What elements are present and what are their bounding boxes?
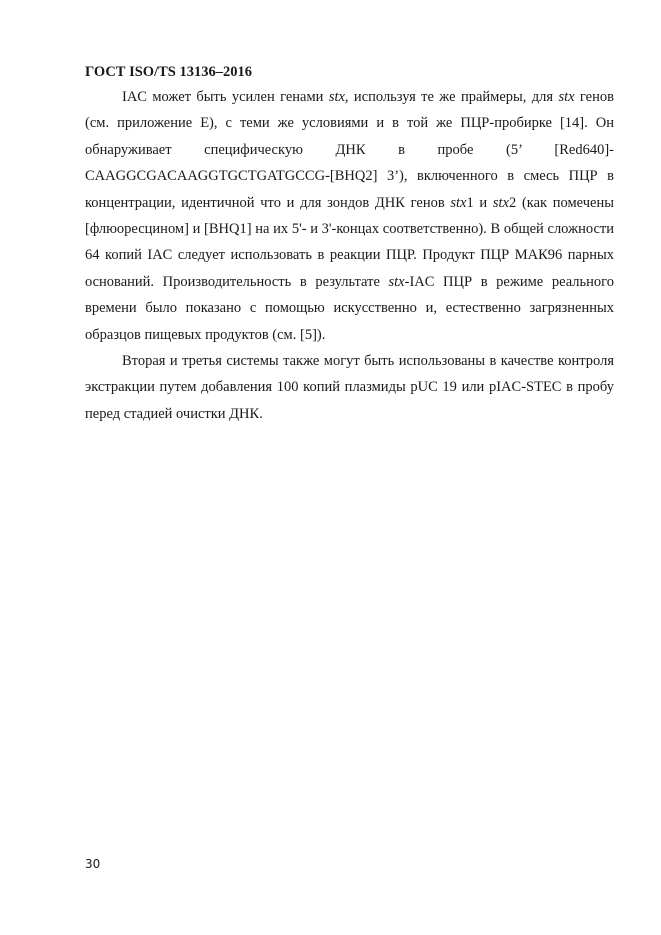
text-segment: 2 (как помечены [флюоресцином] и [BHQ1] на их 5'- и 3'-концах соответственно). В общей сложности 64 копий IAC следует использовать в реакции ПЦР. Продукт ПЦР МАК96 парных оснований. Производительность в результате (85, 194, 614, 290)
text-segment: -IAC ПЦР в режиме реального времени было показано с помощью искусственно и, естественно загрязненных образцов пищевых продуктов (см. [5]). (85, 273, 614, 343)
italic-gene-name: stx (450, 194, 467, 211)
italic-gene-name: stx (388, 273, 405, 290)
text-segment: генов (см. приложение Е), с теми же условиями и в той же ПЦР-пробирке [14]. Он обнаруживает специфическую ДНК в пробе (5’ [Red640]-CAAGGCGACAAGGTGCTGATGCCG-[BHQ2] 3’), включенного в смесь ПЦР в концентрации, идентичной что и для зондов ДНК генов (85, 89, 614, 211)
text-segment: , используя те же праймеры, для (344, 89, 559, 105)
italic-gene-name: stx (558, 89, 575, 105)
text-segment: IAC может быть усилен генами (122, 89, 329, 105)
paragraph-2 (85, 348, 614, 427)
body-text (85, 84, 614, 427)
text-segment: 1 и (466, 194, 493, 211)
text-segment: Вторая и третья системы также могут быть использованы в качестве контроля экстракции путем добавления 100 копий плазмиды pUC 19 или pIAC-STEC в пробу перед стадией очистки ДНК. (85, 353, 614, 422)
page-number: 30 (85, 857, 101, 871)
paragraph-1 (85, 84, 614, 348)
italic-gene-name: stx (492, 194, 509, 211)
italic-gene-name: stx (328, 89, 345, 105)
document-header: ГОСТ ISO/TS 13136–2016 (85, 64, 252, 80)
